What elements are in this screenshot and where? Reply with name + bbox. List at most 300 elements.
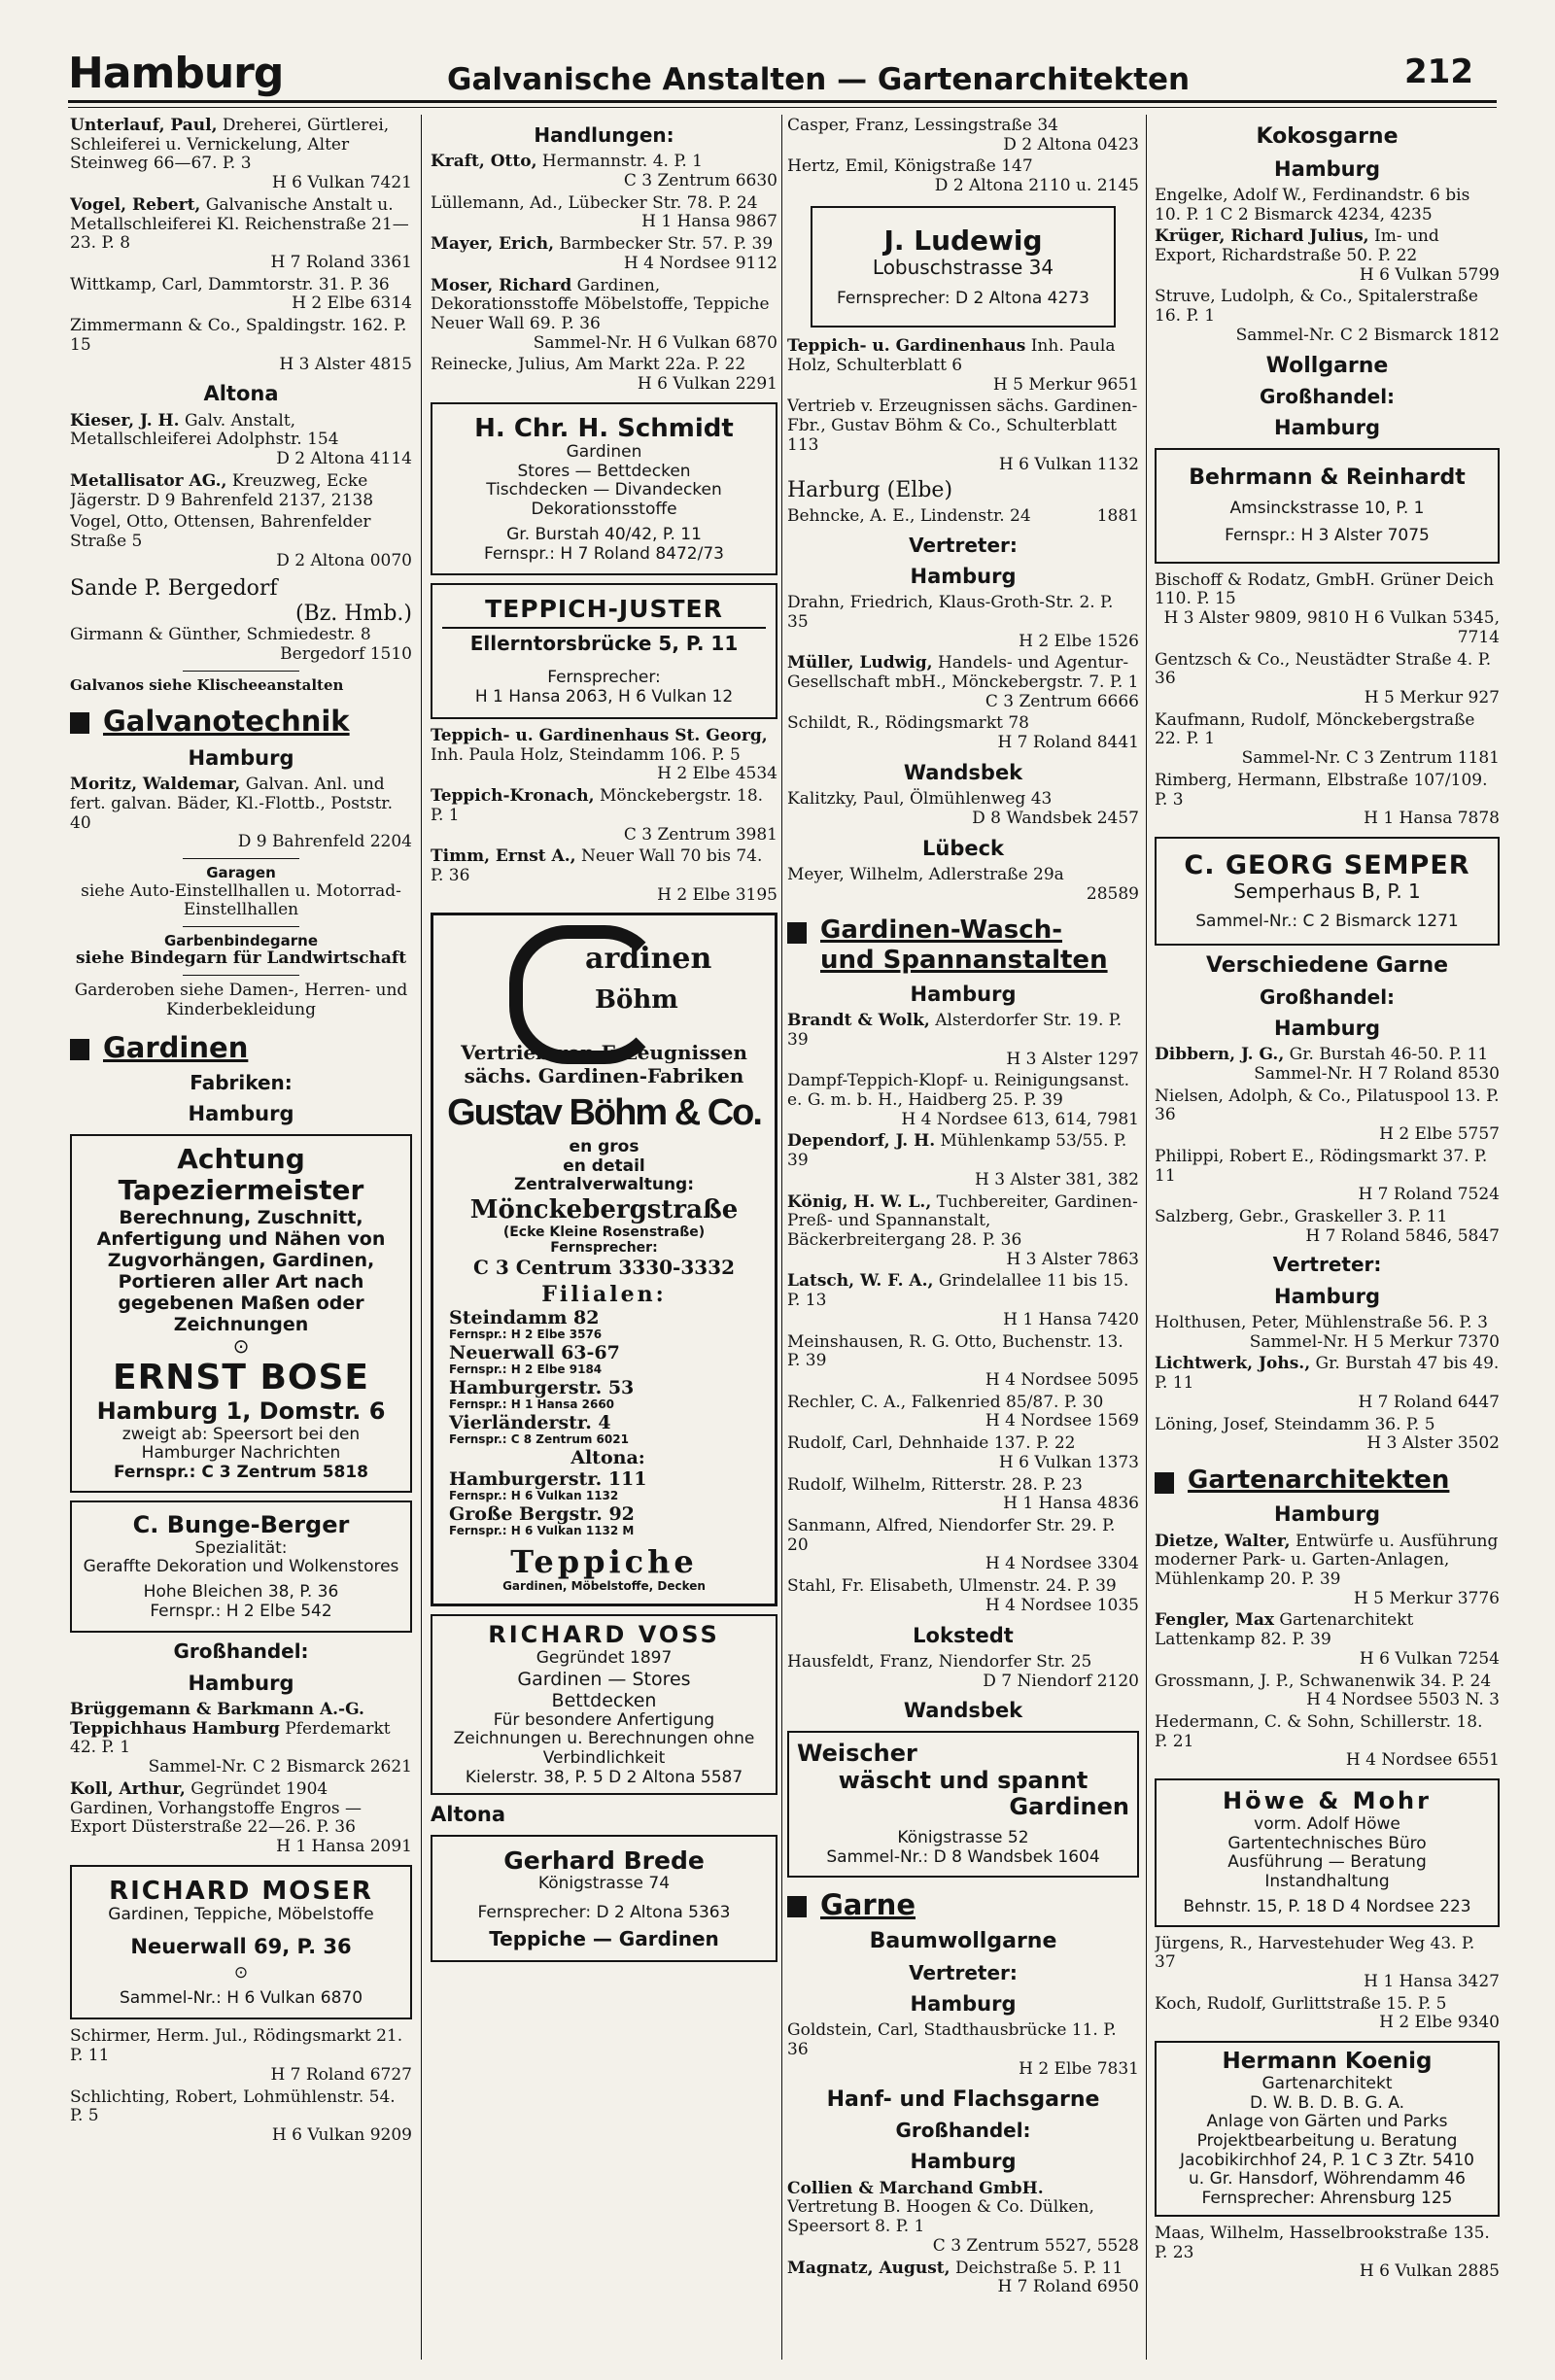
ad-gerhard-brede (431, 1835, 778, 1963)
ad-text: Fernsprecher: (547, 668, 661, 688)
listing-text: Gentzsch & Co., Neustädter Straße 4. P. 36 (1155, 649, 1492, 689)
ad-address: Hamburg 1, Domstr. 6 (96, 1397, 386, 1425)
ad-phone: Sammel-Nr.: C 2 Bismarck 1271 (1195, 912, 1459, 932)
listing-text: Stahl, Fr. Elisabeth, Ulmenstr. 24. P. 39 (787, 1576, 1117, 1597)
listing-name: Kieser, J. H. (70, 410, 180, 431)
listing-phone: Sammel-Nr. C 2 Bismarck 1812 (1235, 325, 1500, 345)
listing-text: Jürgens, R., Harvestehuder Weg 43. P. 37 (1155, 1933, 1475, 1973)
ad-phone: Fernspr.: H 2 Elbe 542 (150, 1601, 332, 1621)
listing-phone: H 6 Vulkan 9209 (271, 2125, 412, 2146)
listing-text: Rudolf, Carl, Dehnhaide 137. P. 22 (787, 1433, 1076, 1454)
listing-phone: H 7 Roland 8441 (997, 733, 1139, 753)
listing-name: König, H. W. L., (787, 1191, 932, 1212)
section-heading (787, 915, 1139, 974)
category-heading: Garagen (206, 864, 276, 882)
ad-company-name: Gerhard Brede (503, 1845, 705, 1875)
listing-text: Wittkamp, Carl, Dammtorstr. 31. P. 36 (70, 274, 390, 294)
ad-text: en detail (563, 1156, 645, 1176)
page-number: 212 (1404, 52, 1473, 91)
listing-text: Behncke, A. E., Lindenstr. 24 (787, 505, 1031, 526)
ad-address: Mönckebergstraße (469, 1194, 739, 1224)
listing-text: Girmann & Günther, Schmiedestr. 8 (70, 625, 371, 645)
column-divider (1146, 115, 1147, 2360)
short-rule (183, 975, 299, 976)
listing-phone: H 6 Vulkan 7421 (271, 173, 412, 193)
ad-company-name: Gustav Böhm & Co. (447, 1091, 761, 1133)
listing-phone: H 6 Vulkan 1132 (998, 454, 1139, 474)
listing-text: Schildt, R., Rödingsmarkt 78 (787, 713, 1029, 734)
branch-address: Steindamm 82 (449, 1307, 600, 1329)
listing-name: Dibbern, J. G., (1155, 1045, 1285, 1065)
section-marker-icon (787, 1896, 807, 1917)
listing-text: Salzberg, Gebr., Graskeller 3. P. 11 (1155, 1207, 1448, 1227)
subsection-heading: Wollgarne (1265, 353, 1389, 378)
listing-phone: D 7 Niendorf 2120 (983, 1671, 1139, 1691)
ad-text: Vertrieb von Erzeugnissen (461, 1041, 747, 1065)
listing-text: Kaufmann, Rudolf, Mönckebergstraße 22. P. 1 (1155, 709, 1475, 749)
branch-phone: Fernspr.: H 1 Hansa 2660 (449, 1397, 615, 1412)
listing-text: Mühlenkamp 53/55. P. 39 (787, 1131, 1127, 1171)
section-heading (70, 706, 412, 739)
listing-text: Barmbecker Str. 57. P. 39 (554, 234, 774, 255)
ad-headline: Tapeziermeister (118, 1174, 364, 1207)
branch-phone: Fernspr.: H 6 Vulkan 1132 (449, 1489, 619, 1503)
logo-text: Böhm (595, 985, 678, 1016)
listing-text: Engelke, Adolf W., Ferdinandstr. 6 bis 10. P. 1 C 2 Bismarck 4234, 4235 (1155, 185, 1470, 224)
boehm-logo (441, 925, 767, 1042)
ad-address: Königstrasse 52 (897, 1828, 1029, 1848)
listing-phone: H 1 Hansa 2091 (276, 1837, 412, 1857)
branch-phone: Fernspr.: C 8 Zentrum 6021 (449, 1432, 629, 1447)
ad-weischer (787, 1731, 1139, 1878)
listing-phone: H 4 Nordsee 5503 N. 3 (1306, 1690, 1500, 1710)
ad-address: Jacobikirchhof 24, P. 1 C 3 Ztr. 5410 (1180, 2150, 1474, 2170)
ad-phone: Fernsprecher: D 2 Altona 4273 (837, 288, 1089, 308)
city-heading: Hamburg (1274, 156, 1380, 181)
ad-headline: Teppiche (510, 1542, 698, 1580)
listing-phone: H 7 Roland 6727 (270, 2064, 412, 2085)
section-marker-icon (1155, 1472, 1174, 1494)
short-rule (183, 926, 299, 927)
listing-text: Entwürfe u. Ausführung moderner Park- u. Garten-Anlagen, Mühlenkamp 20. P. 39 (1155, 1531, 1499, 1589)
listing-name: Moritz, Waldemar, (70, 775, 241, 795)
category-heading: Garbenbindegarne (164, 932, 318, 949)
listing-text: Deichstraße 5. P. 11 (950, 2258, 1123, 2278)
ad-company-name: C. Bunge-Berger (132, 1510, 350, 1538)
listing-text: Hermannstr. 4. P. 1 (536, 152, 703, 172)
ad-phone: Sammel-Nr.: D 8 Wandsbek 1604 (826, 1847, 1100, 1867)
ad-company-name: H. Chr. H. Schmidt (474, 413, 734, 443)
listing-text: Grindelallee 11 bis 15. P. 13 (787, 1271, 1129, 1311)
branch-phone: Fernspr.: H 2 Elbe 3576 (449, 1328, 603, 1342)
city-heading: Hamburg (1274, 416, 1380, 440)
ad-text: Filialen: (541, 1281, 667, 1307)
ad-text: vorm. Adolf Höwe (1254, 1814, 1400, 1834)
ad-text: wäscht und spannt (838, 1766, 1088, 1794)
subsection-heading: Fabriken: (190, 1071, 293, 1095)
listing-phone: H 4 Nordsee 9112 (623, 253, 778, 273)
listing-phone: H 1 Hansa 3427 (1364, 1972, 1500, 1992)
listing-text: Gegründet 1904 Gardinen, Vorhangstoffe Engros — Export Düsterstraße 22—26. P. 36 (70, 1778, 362, 1838)
listing-phone: H 7 Roland 5846, 5847 (1305, 1225, 1500, 1246)
listing-text: Meyer, Wilhelm, Adlerstraße 29a (787, 864, 1064, 884)
listing-text: Holthusen, Peter, Mühlenstraße 56. P. 3 (1155, 1313, 1488, 1332)
subsection-heading: Großhandel: (1259, 385, 1396, 409)
listing-name: Lichtwerk, Johs., (1155, 1354, 1311, 1374)
listing-phone: Sammel-Nr. C 2 Bismarck 2621 (148, 1757, 412, 1777)
listing-text: Gartenarchitekt Lattenkamp 82. P. 39 (1155, 1610, 1414, 1650)
listing-phone: H 7 Roland 3361 (270, 253, 412, 273)
ad-text: Berechnung, Zuschnitt, Anfertigung und Nähen von Zugvorhängen, Gardinen, Portieren aller Art nach gegebenen Maßen oder Zeichnungen (96, 1206, 386, 1335)
ad-text: Fernsprecher: (550, 1240, 658, 1257)
subsection-heading: Hanf- und Flachsgarne (826, 2087, 1100, 2112)
listing-phone: H 2 Elbe 3195 (657, 884, 778, 905)
ad-text: Bettdecken (551, 1689, 657, 1711)
listing-text: Goldstein, Carl, Stadthausbrücke 11. P. 36 (787, 2020, 1117, 2060)
listing-phone: H 5 Merkur 9651 (992, 374, 1139, 395)
listing-name: Kraft, Otto, (431, 152, 537, 172)
city-heading: Altona (203, 382, 279, 406)
ad-text: en gros (569, 1136, 639, 1156)
listing-phone: H 2 Elbe 6314 (292, 293, 412, 314)
cross-reference: Galvanos siehe Klischeeanstalten (70, 675, 344, 694)
ad-company-name: ERNST BOSE (112, 1358, 370, 1398)
listing-phone: H 4 Nordsee 5095 (985, 1370, 1139, 1391)
listing-text: Tuchbereiter, Gardinen-Preß- und Spannanstalt, Bäckerbreitergang 28. P. 36 (787, 1191, 1138, 1250)
listing-text: Casper, Franz, Lessingstraße 34 (787, 117, 1058, 135)
listing-phone: H 3 Alster 9809, 9810 H 6 Vulkan 5345, 7714 (1163, 608, 1500, 647)
listing-phone: H 4 Nordsee 613, 614, 7981 (901, 1109, 1139, 1129)
listing-phone: H 2 Elbe 1526 (1019, 631, 1139, 651)
listing-text: Galv. Anstalt, Metallschleiferei Adolphstr. 154 (70, 410, 339, 450)
listing-phone: H 4 Nordsee 3304 (985, 1554, 1139, 1574)
ad-text: Dekorationsstoffe (531, 500, 677, 520)
city-heading: Sande P. Bergedorf (70, 576, 278, 602)
branch-address: Hamburgerstr. 53 (449, 1377, 635, 1399)
listing-name: Moser, Richard (431, 275, 572, 295)
ad-company-name: RICHARD MOSER (109, 1876, 373, 1906)
ad-hermann-koenig (1155, 2041, 1500, 2217)
city-heading: Hamburg (910, 564, 1017, 588)
listing-phone: H 1 Hansa 4836 (1003, 1494, 1139, 1514)
listing-phone: D 2 Altona 2110 u. 2145 (934, 176, 1139, 196)
listing-text: Vertretung B. Hoogen & Co. Dülken, Speersort 8. P. 1 (787, 2197, 1094, 2237)
listing-text: Nielsen, Adolph, & Co., Pilatuspool 13. P. 36 (1155, 1086, 1500, 1125)
listing-text: Mönckebergstr. 18. P. 1 (431, 786, 764, 825)
listing-phone: C 3 Zentrum 5527, 5528 (932, 2235, 1139, 2256)
ad-text: Für besondere Anfertigung Zeichnungen u. Berechnungen ohne Verbindlichkeit (453, 1709, 755, 1769)
ad-georg-semper (1155, 837, 1500, 946)
listing-phone: H 1 Hansa 7878 (1364, 809, 1500, 829)
listing-text: Vogel, Otto, Ottensen, Bahrenfelder Straße 5 (70, 512, 371, 552)
listing-phone: 28589 (1086, 883, 1139, 904)
ad-address: Kielerstr. 38, P. 5 D 2 Altona 5587 (465, 1767, 743, 1787)
column-2 (431, 117, 778, 2362)
listing-phone: D 2 Altona 0423 (1003, 134, 1139, 155)
listing-name: Dietze, Walter, (1155, 1531, 1291, 1551)
listing-name: Vogel, Rebert, (70, 194, 201, 215)
section-title: Garne (820, 1887, 916, 1921)
section-title: und Spannanstalten (820, 945, 1108, 975)
ad-teppich-juster (431, 583, 778, 719)
listing-text: Dampf-Teppich-Klopf- u. Reinigungsanst. e. G. m. b. H., Haidberg 25. P. 39 (787, 1071, 1130, 1110)
ad-text: Gardinen, Möbelstoffe, Decken (502, 1579, 706, 1594)
ad-company-name: Behrmann & Reinhardt (1189, 465, 1466, 490)
listing-name: Brandt & Wolk, (787, 1011, 930, 1031)
column-1 (70, 117, 412, 2362)
listing-text: Meinshausen, R. G. Otto, Buchenstr. 13. P. 39 (787, 1331, 1123, 1371)
ad-text: Geraffte Dekoration und Wolkenstores (83, 1557, 399, 1577)
listing-text: Im- und Export, Richardstraße 50. P. 22 (1155, 226, 1439, 266)
ad-text: Gardinen (566, 441, 642, 462)
listing-text: Hertz, Emil, Königstraße 147 (787, 156, 1033, 177)
ad-text: Gardinen, Teppiche, Möbelstoffe (108, 1904, 374, 1924)
subsection-heading: Großhandel: (1259, 984, 1396, 1009)
ad-phone: Fernspr.: H 7 Roland 8472/73 (484, 543, 724, 564)
ad-phone: Sammel-Nr.: H 6 Vulkan 6870 (119, 1987, 363, 2008)
ad-richard-moser (70, 1865, 412, 2020)
short-rule (183, 858, 299, 859)
ad-text: Spezialität: (194, 1537, 288, 1558)
ad-text: Tischdecken — Divandecken (486, 480, 722, 500)
branch-address: Hamburgerstr. 111 (449, 1468, 647, 1491)
subsection-heading: Vertreter: (909, 1960, 1018, 1984)
ad-text: Stores — Bettdecken (517, 461, 691, 481)
ad-ernst-bose (70, 1134, 412, 1493)
listing-text: Alsterdorfer Str. 19. P. 39 (787, 1011, 1123, 1050)
ad-text: Gardinen — Stores (517, 1668, 691, 1690)
ad-gustav-boehm (431, 913, 778, 1606)
listing-name: Teppich-Kronach, (431, 786, 595, 807)
ad-company-name: Weischer (797, 1739, 917, 1767)
ad-hoewe-mohr (1155, 1778, 1500, 1926)
listing-name: Unterlauf, Paul, (70, 117, 218, 135)
ad-text: Gegründet 1897 (536, 1647, 673, 1668)
listing-phone: H 4 Nordsee 1569 (985, 1411, 1139, 1431)
listing-phone: H 6 Vulkan 2291 (637, 374, 778, 395)
ad-text: sächs. Gardinen-Fabriken (464, 1063, 744, 1087)
listing-text: Gr. Burstah 47 bis 49. P. 11 (1155, 1354, 1500, 1394)
listing-text: Reinecke, Julius, Am Markt 22a. P. 22 (431, 355, 746, 375)
listing-name: Fengler, Max (1155, 1610, 1275, 1631)
ornament-icon: ⊙ (233, 1963, 249, 1983)
ad-company-name: Höwe & Mohr (1223, 1787, 1432, 1815)
ad-address: Königstrasse 74 (537, 1873, 671, 1893)
branch-address: Große Bergstr. 92 (449, 1503, 635, 1526)
branch-address: Neuerwall 63-67 (449, 1342, 620, 1364)
listing-name: Müller, Ludwig, (787, 653, 933, 673)
ad-schmidt (431, 402, 778, 575)
listing-phone: H 6 Vulkan 1373 (998, 1452, 1139, 1472)
cross-reference: siehe Auto-Einstellhallen u. Motorrad-Einstellhallen (81, 880, 401, 920)
ad-text: Gardinen (1009, 1793, 1129, 1821)
subsection-heading: Großhandel: (895, 2119, 1031, 2143)
listing-text: Bischoff & Rodatz, GmbH. Grüner Deich 110. P. 15 (1155, 569, 1495, 609)
ad-address: Gr. Burstah 40/42, P. 11 (506, 524, 702, 544)
listing-name: Dependorf, J. H. (787, 1131, 936, 1152)
listing-name: Teppich- u. Gardinenhaus (787, 336, 1026, 357)
ad-text: Zentralverwaltung: (513, 1175, 695, 1195)
listing-text: Schlichting, Robert, Lohmühlenstr. 54. P. 5 (70, 2087, 396, 2126)
city-heading: Hamburg (188, 745, 294, 770)
listing-phone: H 4 Nordsee 6551 (1345, 1750, 1500, 1771)
section-title: Gardinen-Wasch- (820, 915, 1062, 946)
listing-text: Struve, Ludolph, & Co., Spitalerstraße 16. P. 1 (1155, 287, 1478, 327)
section-title: Gartenarchitekten (1188, 1466, 1450, 1496)
ad-text: Gartenarchitekt (1261, 2073, 1393, 2093)
listing-phone: H 3 Alster 3502 (1366, 1433, 1500, 1454)
ad-text: zweigt ab: Speersort bei den Hamburger Nachrichten (121, 1424, 361, 1464)
listing-text: Grossmann, J. P., Schwanenwik 34. P. 24 (1155, 1671, 1492, 1691)
listing-phone: H 1 Hansa 7420 (1003, 1309, 1139, 1329)
listing-phone: D 9 Bahrenfeld 2204 (237, 832, 412, 852)
column-4 (1155, 117, 1500, 2362)
ad-phone: Fernspr.: H 3 Alster 7075 (1225, 525, 1430, 545)
ad-address: u. Gr. Hansdorf, Wöhrendamm 46 (1189, 2169, 1466, 2190)
cross-reference: Garderoben siehe Damen-, Herren- und Kinderbekleidung (74, 981, 408, 1019)
ad-text: Ausführung — Beratung (1227, 1852, 1427, 1873)
listing-phone: D 2 Altona 0070 (276, 550, 412, 570)
listing-phone: Sammel-Nr. C 3 Zentrum 1181 (1241, 748, 1500, 769)
listing-phone: C 3 Zentrum 6630 (623, 170, 778, 190)
city-heading: Hamburg (910, 982, 1017, 1006)
ad-text: Anlage von Gärten und Parks (1206, 2112, 1448, 2132)
column-divider (781, 115, 782, 2360)
listing-name: Timm, Ernst A., (431, 846, 576, 867)
listing-text: Gr. Burstah 46-50. P. 11 (1284, 1045, 1489, 1065)
city-heading: Hamburg (1274, 1016, 1380, 1040)
ad-company-name: C. GEORG SEMPER (1184, 849, 1470, 880)
city-heading: Hamburg (188, 1671, 294, 1695)
header-rule (68, 100, 1497, 108)
listing-phone: H 6 Vulkan 7254 (1359, 1648, 1500, 1669)
listing-name: Teppich- u. Gardinenhaus St. Georg, (431, 725, 768, 745)
listing-phone: C 3 Zentrum 6666 (985, 691, 1139, 711)
ad-headline: Achtung (177, 1142, 305, 1175)
subsection-heading: Handlungen: (534, 123, 674, 147)
listing-text: Inh. Paula Holz, Schulterblatt 6 (787, 336, 1116, 375)
listing-text: Kreuzweg, Ecke Jägerstr. D 9 Bahrenfeld 2137, 2138 (70, 470, 374, 510)
listing-text: Dreherei, Gürtlerei, Schleiferei u. Vernickelung, Alter Steinweg 66—67. P. 3 (70, 117, 390, 174)
ad-address: Neuerwall 69, P. 36 (130, 1934, 352, 1958)
page-header (0, 0, 1555, 107)
listing-text: Hausfeldt, Franz, Niendorfer Str. 25 (787, 1652, 1092, 1672)
logo-text: ardinen (585, 942, 712, 977)
section-marker-icon (70, 712, 89, 734)
city-heading: Hamburg (910, 2150, 1017, 2174)
listing-phone: Bergedorf 1510 (280, 644, 412, 665)
city-heading: Hamburg (1274, 1502, 1380, 1527)
header-city: Hamburg (68, 49, 284, 98)
ad-text: D. W. B. D. B. G. A. (1249, 2092, 1405, 2113)
listing-text: Hedermann, C. & Sohn, Schillerstr. 18. P. 21 (1155, 1712, 1483, 1751)
listing-text: Galvan. Anl. und fert. galvan. Bäder, Kl.-Flottb., Poststr. 40 (70, 775, 393, 833)
subsection-heading: Vertreter: (909, 533, 1018, 557)
listing-name: Latsch, W. F. A., (787, 1271, 934, 1292)
ad-text: Altona: (570, 1447, 645, 1469)
city-heading: Hamburg (188, 1102, 294, 1126)
branch-address: Vierländerstr. 4 (449, 1412, 611, 1434)
subsection-heading: Kokosgarne (1256, 124, 1399, 149)
ad-company-name: TEPPICH-JUSTER (485, 595, 723, 624)
subsection-heading: Baumwollgarne (869, 1929, 1057, 1954)
subsection-heading: Vertreter: (1272, 1253, 1382, 1277)
ad-bunge-berger (70, 1500, 412, 1634)
ad-address: Semperhaus B, P. 1 (1233, 880, 1421, 904)
ad-richard-voss (431, 1614, 778, 1795)
ad-address: Amsinckstrasse 10, P. 1 (1229, 499, 1425, 519)
listing-phone: Sammel-Nr. H 6 Vulkan 6870 (533, 332, 778, 353)
branch-phone: Fernspr.: H 6 Vulkan 1132 M (449, 1524, 635, 1538)
listing-phone: H 3 Alster 4815 (279, 354, 412, 374)
listing-phone: H 6 Vulkan 5799 (1359, 264, 1500, 285)
ad-phone: H 1 Hansa 2063, H 6 Vulkan 12 (474, 687, 734, 707)
ad-phone: C 3 Centrum 3330-3332 (472, 1255, 735, 1279)
listing-text: Sanmann, Alfred, Niendorfer Str. 29. P. 20 (787, 1516, 1116, 1555)
ad-behrmann-reinhardt (1155, 448, 1500, 564)
listing-phone: H 7 Roland 7524 (1358, 1185, 1500, 1205)
listing-name: Metallisator AG., (70, 470, 227, 491)
listing-name: Brüggemann & Barkmann A.-G. Teppichhaus Hamburg (70, 1700, 364, 1739)
ad-text: Instandhaltung (1264, 1872, 1390, 1892)
listing-text: Inh. Paula Holz, Steindamm 106. P. 5 (431, 744, 741, 765)
section-heading (787, 1889, 1139, 1922)
city-heading: Hamburg (1274, 1284, 1380, 1308)
listing-phone: H 1 Hansa 9867 (641, 212, 778, 232)
ad-text: Gartentechnisches Büro (1227, 1833, 1427, 1853)
listing-phone: H 2 Elbe 7831 (1019, 2058, 1139, 2079)
ad-company-name: Hermann Koenig (1222, 2049, 1433, 2075)
section-heading (70, 1032, 412, 1065)
ad-text: (Ecke Kleine Rosenstraße) (502, 1224, 706, 1241)
listing-phone: H 5 Merkur 927 (1364, 687, 1500, 707)
section-title: Gardinen (103, 1030, 249, 1064)
ornament-icon: ⊙ (232, 1333, 250, 1358)
short-rule (183, 671, 299, 672)
listing-phone: H 5 Merkur 3776 (1353, 1588, 1500, 1608)
listing-text: Drahn, Friedrich, Klaus-Groth-Str. 2. P. 35 (787, 593, 1114, 632)
listing-phone: H 3 Alster 7863 (1006, 1249, 1139, 1269)
city-heading: Altona (431, 1803, 506, 1827)
listing-text: Kalitzky, Paul, Ölmühlenweg 43 (787, 789, 1053, 810)
column-3 (787, 117, 1139, 2362)
listing-text: Gardinen, Dekorationsstoffe Möbelstoffe, Teppiche Neuer Wall 69. P. 36 (431, 275, 770, 333)
ad-phone: Fernsprecher: Ahrensburg 125 (1201, 2189, 1453, 2209)
listing-text: Rudolf, Wilhelm, Ritterstr. 28. P. 23 (787, 1474, 1083, 1495)
listing-phone: Sammel-Nr. H 7 Roland 8530 (1254, 1063, 1500, 1084)
listing-name: Krüger, Richard Julius, (1155, 226, 1369, 247)
ad-text: Teppiche — Gardinen (489, 1927, 719, 1951)
ad-address: Hohe Bleichen 38, P. 36 (143, 1582, 339, 1603)
listing-text: Koch, Rudolf, Gurlittstraße 15. P. 5 (1155, 1993, 1447, 2014)
listing-name: Collien & Marchand GmbH. (787, 2178, 1044, 2198)
listing-phone: C 3 Zentrum 3981 (623, 824, 778, 845)
listing-text: Pferdemarkt 42. P. 1 (70, 1718, 391, 1758)
ad-company-name: J. Ludewig (883, 224, 1043, 257)
ad-phone: Fernspr.: C 3 Zentrum 5818 (113, 1463, 369, 1483)
listing-text: Rimberg, Hermann, Elbstraße 107/109. P. 3 (1155, 770, 1488, 810)
listing-text: Handels- und Agentur-Gesellschaft mbH., Mönckebergstr. 7. P. 1 (787, 653, 1139, 692)
listing-text: Maas, Wilhelm, Hasselbrookstraße 135. P. 23 (1155, 2223, 1490, 2262)
subsection-heading: Großhandel: (173, 1639, 309, 1664)
listing-name: Magnatz, August, (787, 2258, 950, 2278)
listing-phone: H 3 Alster 381, 382 (974, 1169, 1139, 1190)
listing-phone: Sammel-Nr. H 5 Merkur 7370 (1249, 1331, 1500, 1352)
listing-phone: H 2 Elbe 5757 (1379, 1124, 1500, 1145)
ad-address: Ellerntorsbrücke 5, P. 11 (442, 627, 766, 655)
listing-phone: H 3 Alster 1297 (1006, 1049, 1139, 1069)
listing-text: Galvanische Anstalt u. Metallschleiferei Kl. Reichenstraße 21—23. P. 8 (70, 194, 409, 254)
